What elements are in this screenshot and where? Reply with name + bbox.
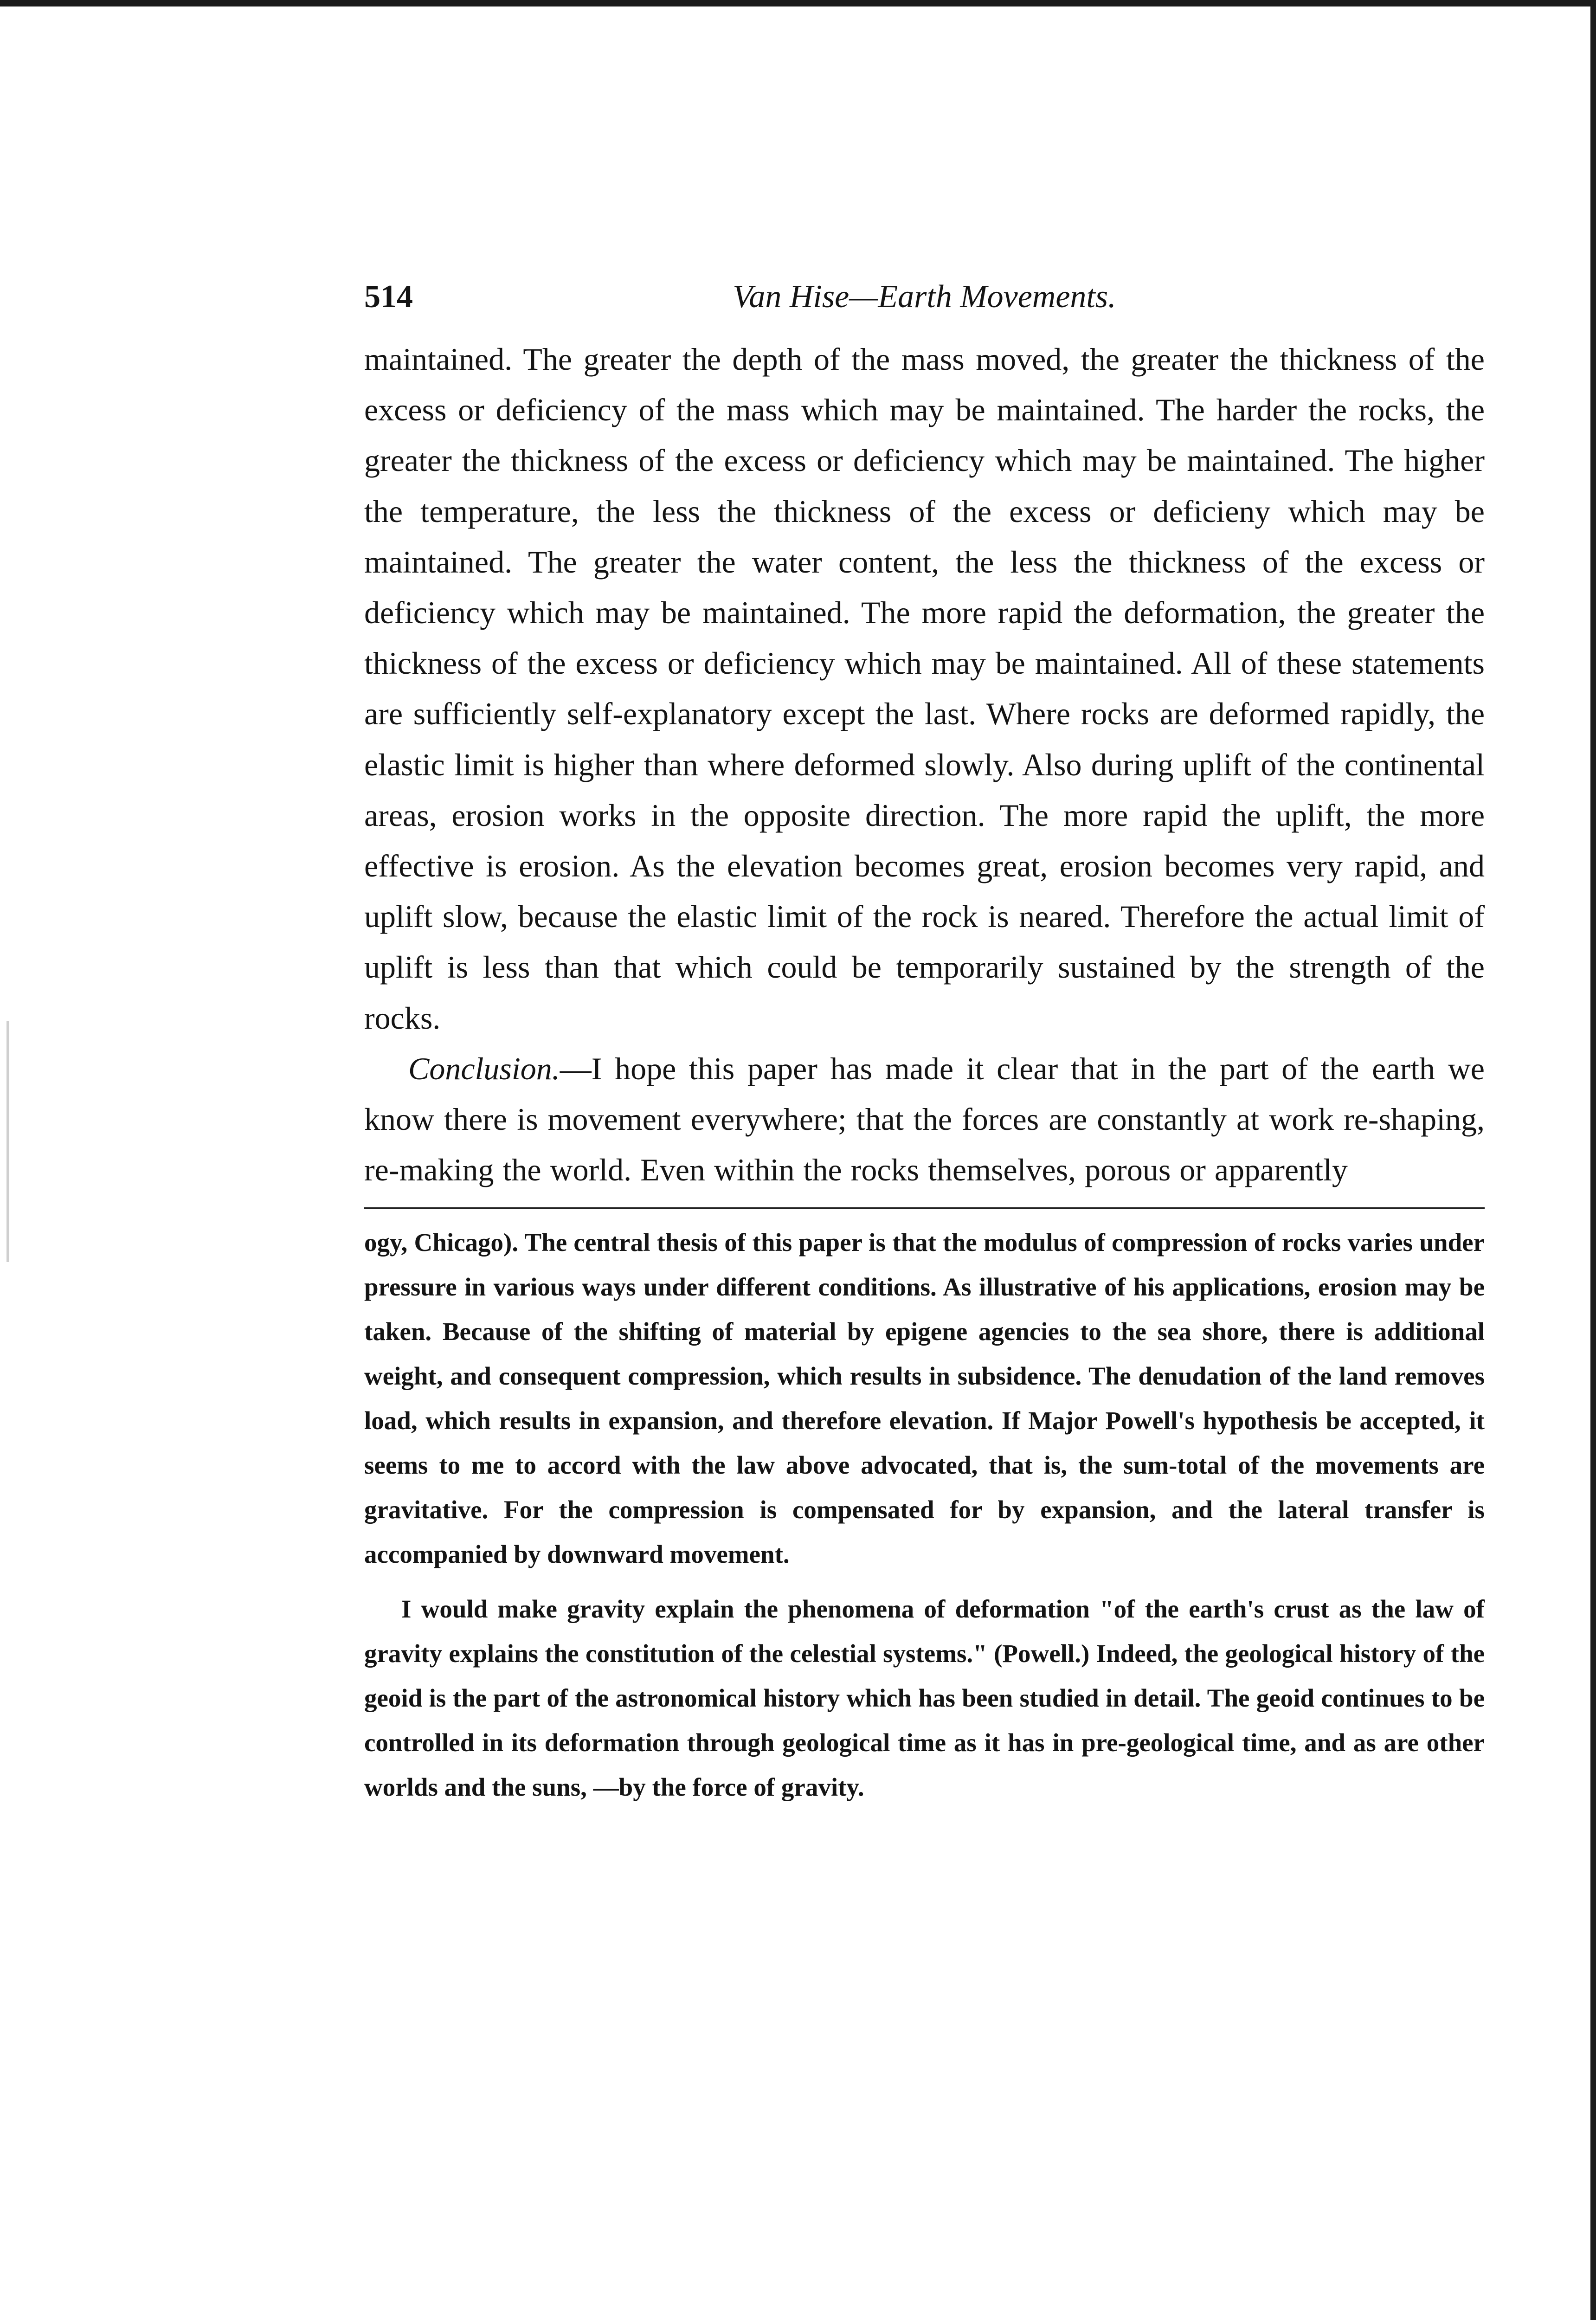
page-number: 514 [364,279,413,315]
footnote-paragraph: ogy, Chicago). The central thesis of this paper is that the modulus of compression of rocks varies under pressure in various ways under different conditions. As illustrative of his applications, erosion may be taken. Because of the shifting of material by epigene agencies to the sea shore, there is additional weight, and consequent compression, which results in subsidence. The denudation of the land removes load, which results in expansion, and therefore elevation. If Major Powell's hypothesis be accepted, it seems to me to accord with the law above advocated, that is, the sum-total of the movements are gravitative. For the compression is compensated for by expansion, and the lateral transfer is accompanied by downward movement. [364,1228,1485,1569]
scan-border-top [0,0,1596,6]
scan-border-right [1590,0,1596,2320]
running-head [364,278,1485,334]
conclusion-paragraph [364,1044,1485,1196]
running-title: Van Hise—Earth Movements. [733,279,1116,315]
book-page [364,278,1485,1810]
conclusion-heading: Conclusion. [408,1050,560,1086]
footnote-divider [364,1207,1485,1209]
scan-margin-mark [6,1021,9,1262]
conclusion-text: —I hope this paper has made it clear that in the part of the earth we know there is movement everywhere; that the forces are constantly at work re-shaping, re-making the world. Even within the rocks themselves, porous or apparently [364,1050,1485,1188]
body-paragraph: maintained. The greater the depth of the mass moved, the greater the thickness of the excess or deficiency of the mass which may be maintained. The harder the rocks, the greater the thickness of the excess or deficiency which may be maintained. The higher the temperature, the less the thickness of the excess or deficieny which may be maintained. The greater the water content, the less the thickness of the excess or deficiency which may be maintained. The more rapid the deformation, the greater the thickness of the excess or deficiency which may be maintained. All of these statements are sufficiently self-explanatory except the last. Where rocks are deformed rapidly, the elastic limit is higher than where deformed slowly. Also during uplift of the continental areas, erosion works in the opposite direction. The more rapid the uplift, the more effective is erosion. As the elevation becomes great, erosion becomes very rapid, and uplift slow, because the elastic limit of the rock is neared. Therefore the actual limit of uplift is less than that which could be temporarily sustained by the strength of the rocks. [364,342,1485,1036]
footnote-paragraph-gravity: I would make gravity explain the phenomena of deformation "of the earth's crust as the law of gravity explains the constitution of the celestial systems." (Powell.) Indeed, the geological history of the geoid is the part of the astronomical history which has been studied in detail. The geoid continues to be controlled in its deformation through geological time as it has in pre-geological time, and as are other worlds and the suns, —by the force of gravity. [364,1595,1485,1802]
